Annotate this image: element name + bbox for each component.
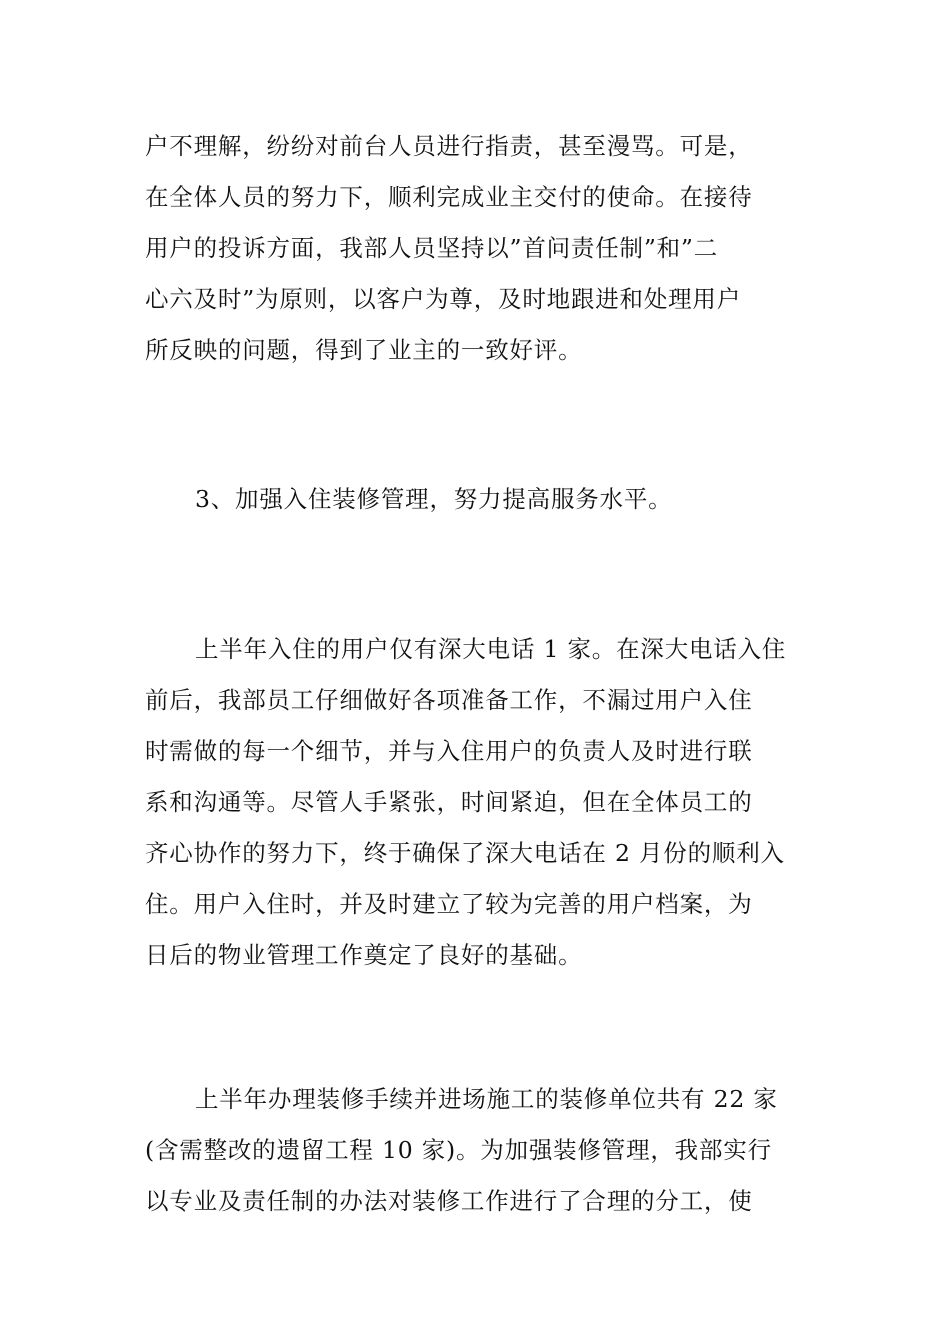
paragraph-complaint-handling [145,121,810,376]
section-heading [145,474,810,525]
text-line: 日后的物业管理工作奠定了良好的基础。 [145,941,583,969]
text-line: 用户的投诉方面，我部人员坚持以”首问责任制”和”二 [145,234,719,262]
text-line: 住。用户入住时，并及时建立了较为完善的用户档案，为 [145,890,753,918]
text-line: 心六及时”为原则，以客户为尊，及时地跟进和处理用户 [145,285,742,313]
text-line: 上半年办理装修手续并进场施工的装修单位共有 22 家 [195,1085,778,1113]
text-line: 所反映的问题，得到了业主的一致好评。 [145,336,583,364]
text-line: 在全体人员的努力下，顺利完成业主交付的使命。在接待 [145,183,753,211]
text-line: 系和沟通等。尽管人手紧张，时间紧迫，但在全体员工的 [145,788,753,816]
text-line: 前后，我部员工仔细做好各项准备工作，不漏过用户入住 [145,686,753,714]
heading-text: 3、加强入住装修管理，努力提高服务水平。 [195,485,673,513]
paragraph-move-in [145,624,810,981]
text-line: (含需整改的遗留工程 10 家)。为加强装修管理，我部实行 [145,1136,772,1164]
text-line: 时需做的每一个细节，并与入住用户的负责人及时进行联 [145,737,753,765]
paragraph-renovation [145,1074,810,1227]
text-line: 户不理解，纷纷对前台人员进行指责，甚至漫骂。可是， [145,132,753,160]
text-line: 上半年入住的用户仅有深大电话 1 家。在深大电话入住 [195,635,787,663]
text-line: 齐心协作的努力下，终于确保了深大电话在 2 月份的顺利入 [145,839,785,867]
text-line: 以专业及责任制的办法对装修工作进行了合理的分工，使 [145,1187,753,1215]
